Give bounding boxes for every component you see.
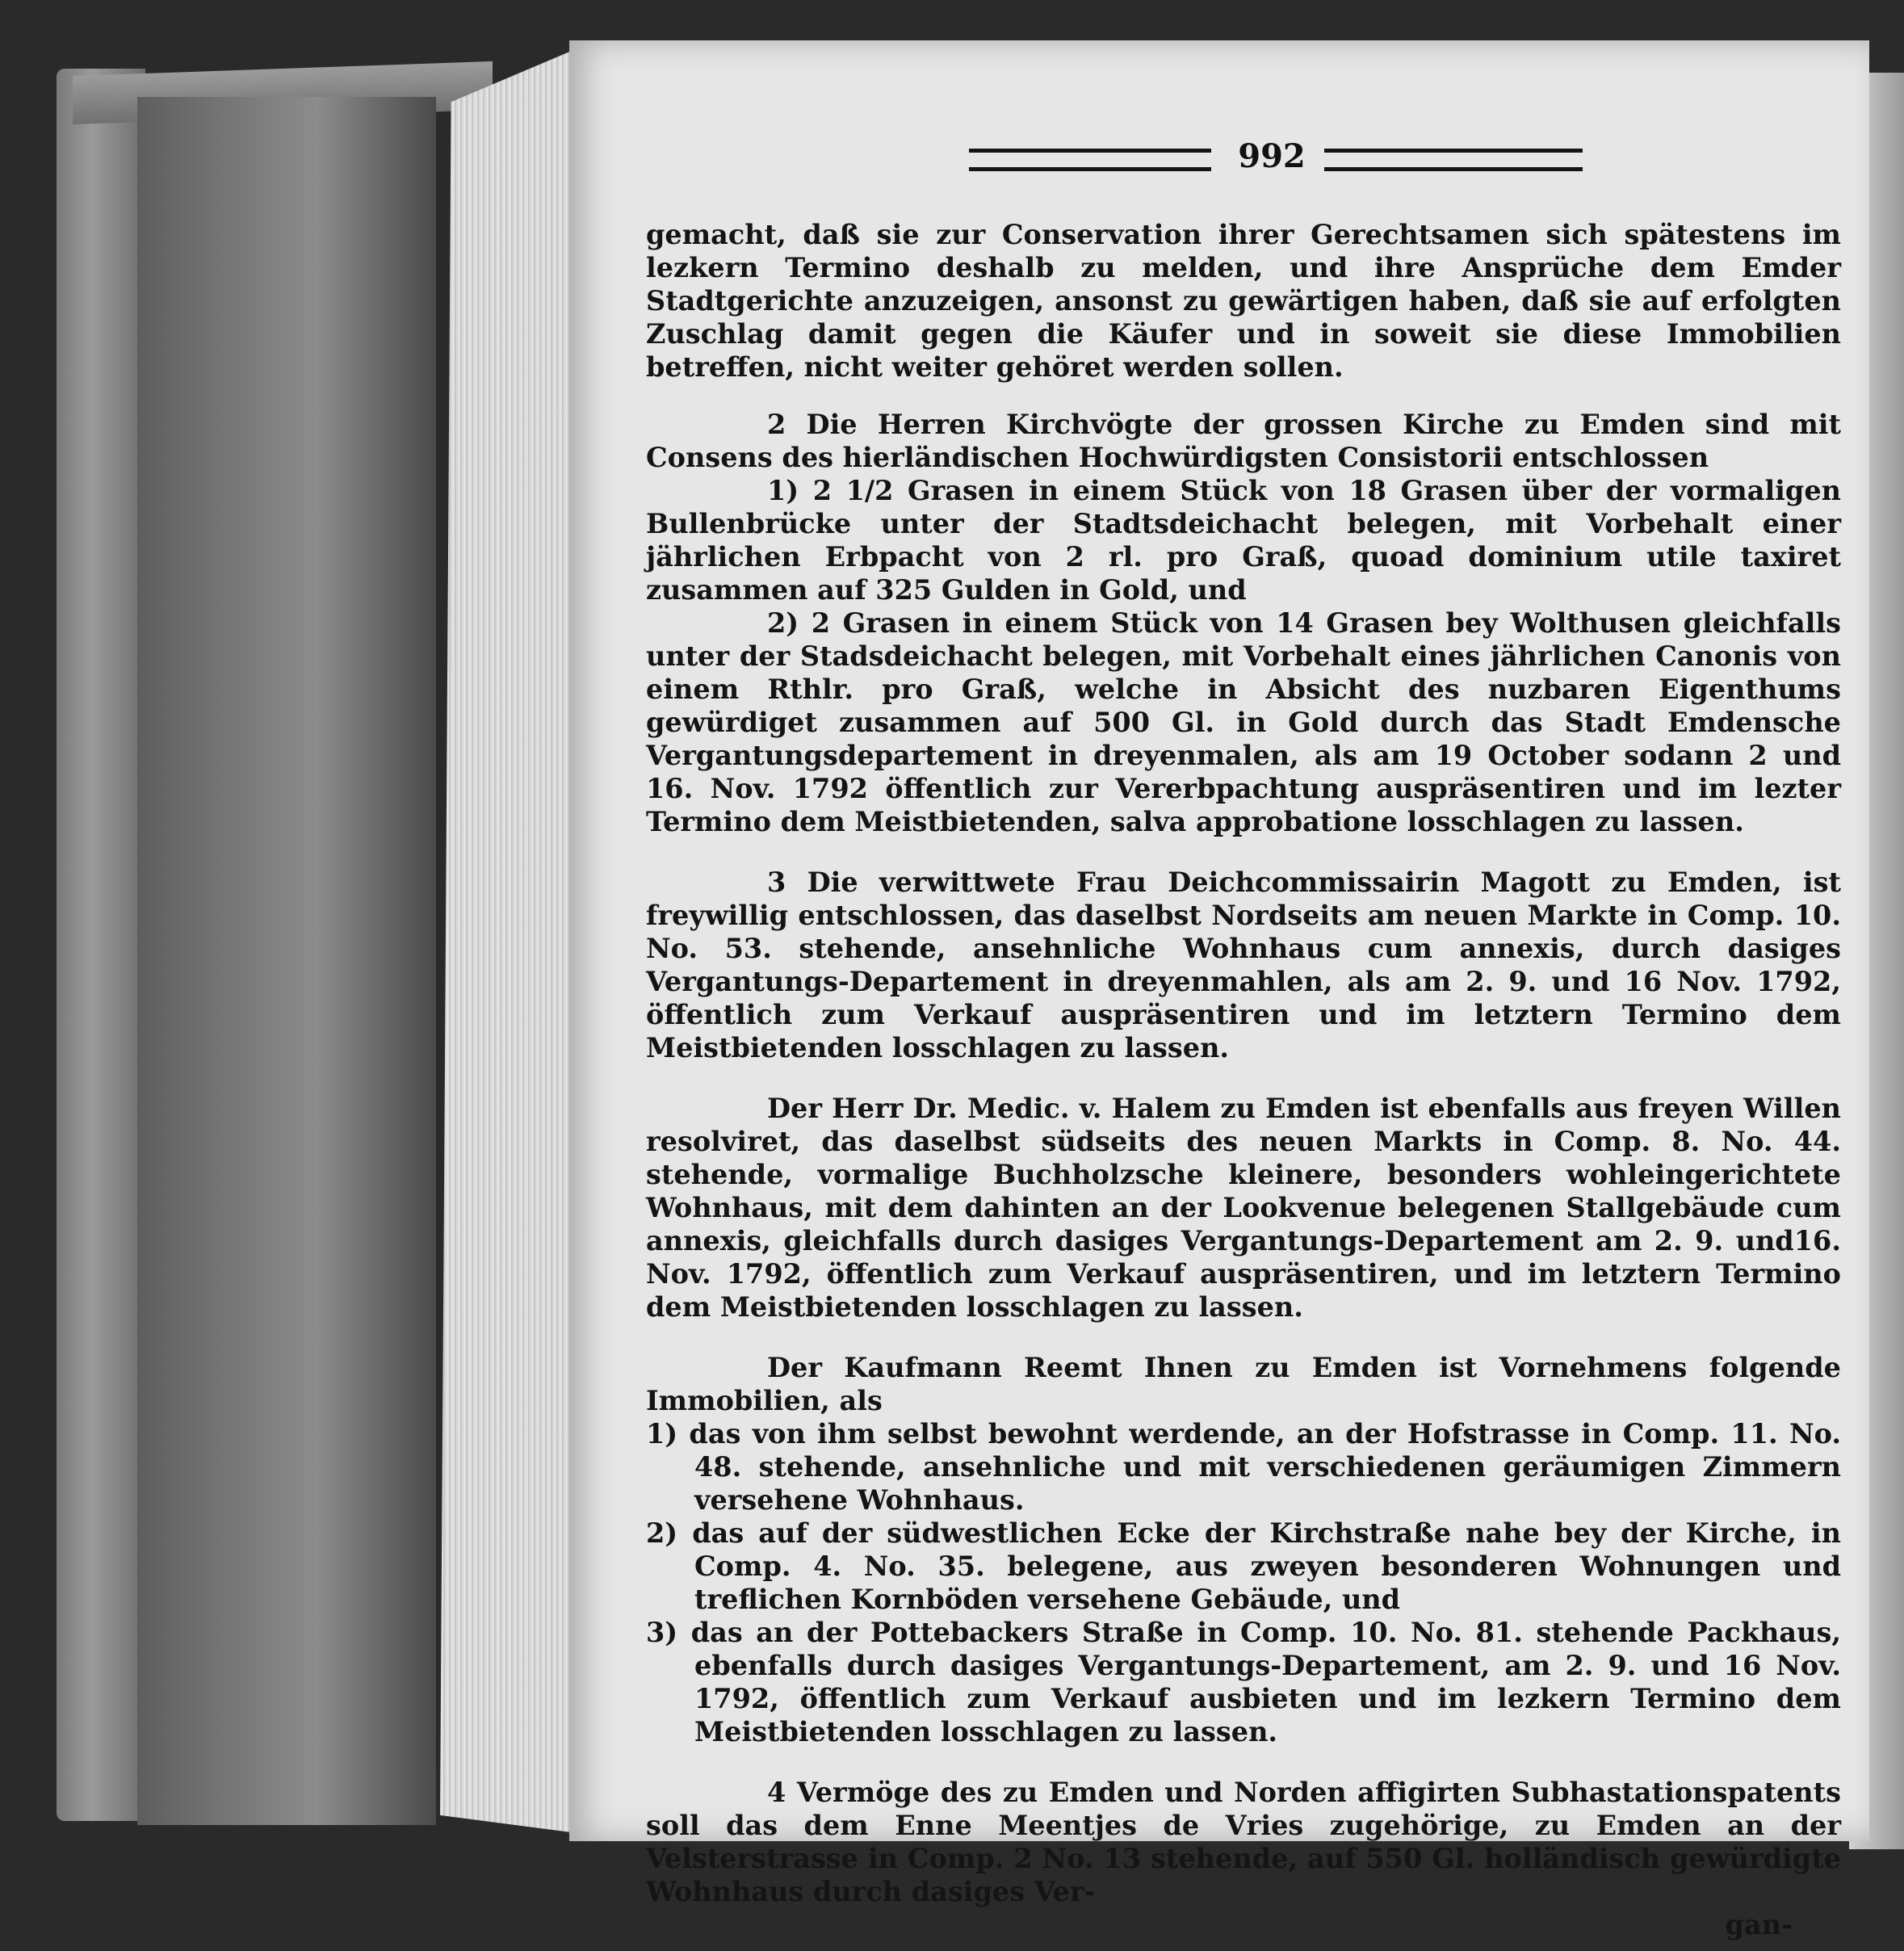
catchword: gan- <box>1725 1909 1793 1941</box>
book-cover-spine <box>57 69 145 1821</box>
header-rule-right <box>1324 149 1583 171</box>
paragraph-1: gemacht, daß sie zur Conservation ihrer Gerechtsamen sich spätestens im lezkern Termino deshalb zu melden, und ihre Ansprüche dem Emder Stadtgerichte anzuzeigen, ansonst zu gewärtigen haben, daß sie auf erfolgten Zuschlag damit gegen die Käufer und in soweit sie diese Immobilien betreffen, nicht weiter gehöret werden sollen. <box>646 219 1841 383</box>
paragraph-5-item-1: 1) das von ihm selbst bewohnt werdende, an der Hofstrasse in Comp. 11. No. 48. stehende, ansehnliche und mit verschiedenen geräumigen Zimmern versehene Wohnhaus. <box>646 1418 1841 1516</box>
page-block-left <box>137 97 436 1825</box>
paragraph-5-intro: Der Kaufmann Reemt Ihnen zu Emden ist Vornehmens folgende Immobilien, als <box>646 1352 1841 1416</box>
paragraph-5-item-3: 3) das an der Pottebackers Straße in Comp. 10. No. 81. stehende Packhaus, ebenfalls durch dasiges Vergantungs-Departement, am 2. 9. und 16 Nov. 1792, öffentlich zum Verkauf ausbieten und im lezkern Termino dem Meistbietenden losschlagen zu lassen. <box>646 1617 1841 1748</box>
page-header <box>969 137 1583 178</box>
page-edges <box>440 48 577 1833</box>
paragraph-3: 3 Die verwittwete Frau Deichcommissairin Magott zu Emden, ist freywillig entschlossen, das daselbst Nordseits am neuen Markte in Comp. 10. No. 53. stehende, ansehnliche Wohnhaus cum annexis, durch dasiges Vergantungs-Departement in dreyenmahlen, als am 2. 9. und 16 Nov. 1792, öffentlich zum Verkauf auspräsentiren und im letztern Termino dem Meistbietenden losschlagen zu lassen. <box>646 866 1841 1064</box>
page-body <box>646 218 1841 1941</box>
paragraph-2-item-2: 2) 2 Grasen in einem Stück von 14 Grasen bey Wolthusen gleichfalls unter der Stadsdeichacht belegen, mit Vorbehalt eines jährlichen Canonis von einem Rthlr. pro Graß, welche in Absicht des nuzbaren Eigenthums gewürdiget zusammen auf 500 Gl. in Gold durch das Stadt Emdensche Vergantungsdepartement in dreyenmalen, als am 19 October sodann 2 und 16. Nov. 1792 öffentlich zur Vererbpachtung auspräsentiren und im lezter Termino dem Meistbietenden, salva approbatione losschlagen zu lassen. <box>646 607 1841 837</box>
paragraph-6: 4 Vermöge des zu Emden und Norden affigirten Subhastationspatents soll das dem Enne Meentjes de Vries zugehörige, zu Emden an der Velsterstrasse in Comp. 2 No. 13 stehende, auf 550 Gl. holländisch gewürdigte Wohnhaus durch dasiges Ver- <box>646 1777 1841 1907</box>
header-rule-left <box>969 149 1211 171</box>
paragraph-2-intro: 2 Die Herren Kirchvögte der grossen Kirche zu Emden sind mit Consens des hierländischen Hochwürdigsten Consistorii entschlossen <box>646 409 1841 473</box>
paragraph-5-item-2: 2) das auf der südwestlichen Ecke der Kirchstraße nahe bey der Kirche, in Comp. 4. No. 35. belegene, aus zweyen besonderen Wohnungen und treflichen Kornböden versehene Gebäude, und <box>646 1517 1841 1615</box>
page-number: 992 <box>1238 137 1306 175</box>
paragraph-2-item-1: 1) 2 1/2 Grasen in einem Stück von 18 Grasen über der vormaligen Bullenbrücke unter der Stadtsdeichacht belegen, mit Vorbehalt einer jährlichen Erbpacht von 2 rl. pro Graß, quoad dominium utile taxiret zusammen auf 325 Gulden in Gold, und <box>646 475 1841 606</box>
paragraph-4: Der Herr Dr. Medic. v. Halem zu Emden ist ebenfalls aus freyen Willen resolviret, das daselbst südseits des neuen Markts in Comp. 8. No. 44. stehende, vormalige Buchholzsche kleinere, besonders wohleingerichtete Wohnhaus, mit dem dahinten an der Lookvenue belegenen Stallgebäude cum annexis, gleichfalls durch dasiges Vergantungs-Departement am 2. 9. und16. Nov. 1792, öffentlich zum Verkauf auspräsentiren, und im letztern Termino dem Meistbietenden losschlagen zu lassen. <box>646 1093 1841 1323</box>
